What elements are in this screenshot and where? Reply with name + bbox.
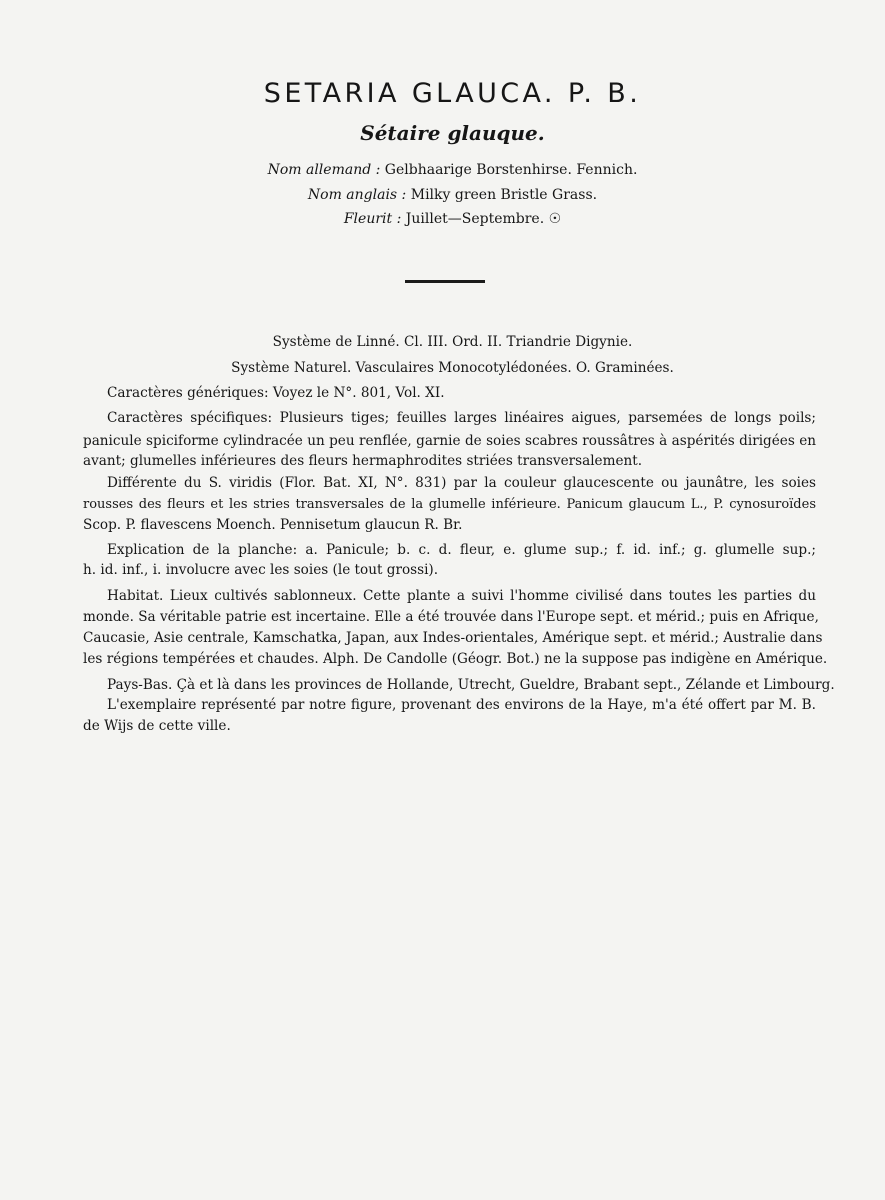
specimen-line-2: de Wijs de cette ville. bbox=[83, 718, 231, 734]
differences-line-2: rousses des fleurs et les stries transversales de la glumelle inférieure. Panicum glaucum L., P. cynosuroïdes bbox=[83, 497, 816, 512]
netherlands-line: Pays-Bas. Çà et là dans les provinces de Hollande, Utrecht, Gueldre, Brabant sept., Zélande et Limbourg. bbox=[107, 677, 835, 693]
specific-characters-line-2: panicule spiciforme cylindracée un peu renflée, garnie de soies scabres roussâtres à aspérités dirigées en bbox=[83, 433, 816, 449]
flowering-label: Fleurit : bbox=[343, 211, 402, 227]
plate-explanation-line-2: h. id. inf., i. involucre avec les soies (le tout grossi). bbox=[83, 562, 439, 578]
english-name-line bbox=[0, 187, 885, 203]
english-name-value: Milky green Bristle Grass. bbox=[406, 187, 598, 203]
habitat-line-3: Caucasie, Asie centrale, Kamschatka, Japan, aux Indes-orientales, Amérique sept. et mérid.; Australie dans bbox=[83, 630, 823, 646]
habitat-line-4: les régions tempérées et chaudes. Alph. De Candolle (Géogr. Bot.) ne la suppose pas indigène en Amérique. bbox=[83, 651, 828, 667]
linnaeus-system-line: Système de Linné. Cl. III. Ord. II. Triandrie Digynie. bbox=[272, 334, 633, 350]
habitat-line-2: monde. Sa véritable patrie est incertaine. Elle a été trouvée dans l'Europe sept. et mérid.; puis en Afrique, bbox=[83, 609, 819, 625]
separator-rule bbox=[405, 280, 485, 283]
natural-system-line: Système Naturel. Vasculaires Monocotylédonées. O. Graminées. bbox=[231, 360, 674, 376]
german-name-label: Nom allemand : bbox=[267, 162, 381, 178]
specimen-line-1: L'exemplaire représenté par notre figure, provenant des environs de la Haye, m'a été offert par M. B. bbox=[107, 697, 816, 713]
german-name-value: Gelbhaarige Borstenhirse. Fennich. bbox=[380, 162, 638, 178]
species-title: SETARIA GLAUCA. P. B. bbox=[263, 78, 642, 109]
plate-explanation-line-1: Explication de la planche: a. Panicule; b. c. d. fleur, e. glume sup.; f. id. inf.; g. glumelle sup.; bbox=[107, 542, 816, 558]
specific-characters-line-3: avant; glumelles inférieures des fleurs hermaphrodites striées transversalement. bbox=[83, 453, 643, 469]
generic-characters-line: Caractères génériques: Voyez le N°. 801, Vol. XI. bbox=[107, 385, 445, 401]
french-name: Sétaire glauque. bbox=[360, 121, 545, 145]
german-name-line bbox=[0, 162, 885, 178]
english-name-label: Nom anglais : bbox=[307, 187, 407, 203]
habitat-line-1: Habitat. Lieux cultivés sablonneux. Cette plante a suivi l'homme civilisé dans toutes les parties du bbox=[107, 588, 816, 604]
differences-line-1: Différente du S. viridis (Flor. Bat. XI, N°. 831) par la couleur glaucescente ou jaunâtre, les soies bbox=[107, 475, 816, 491]
flowering-value: Juillet—Septembre. ☉ bbox=[401, 211, 562, 227]
specific-characters-line-1: Caractères spécifiques: Plusieurs tiges; feuilles larges linéaires aigues, parsemées de longs poils; bbox=[107, 410, 816, 426]
flowering-line bbox=[0, 211, 885, 227]
differences-line-3: Scop. P. flavescens Moench. Pennisetum glaucun R. Br. bbox=[83, 517, 463, 533]
